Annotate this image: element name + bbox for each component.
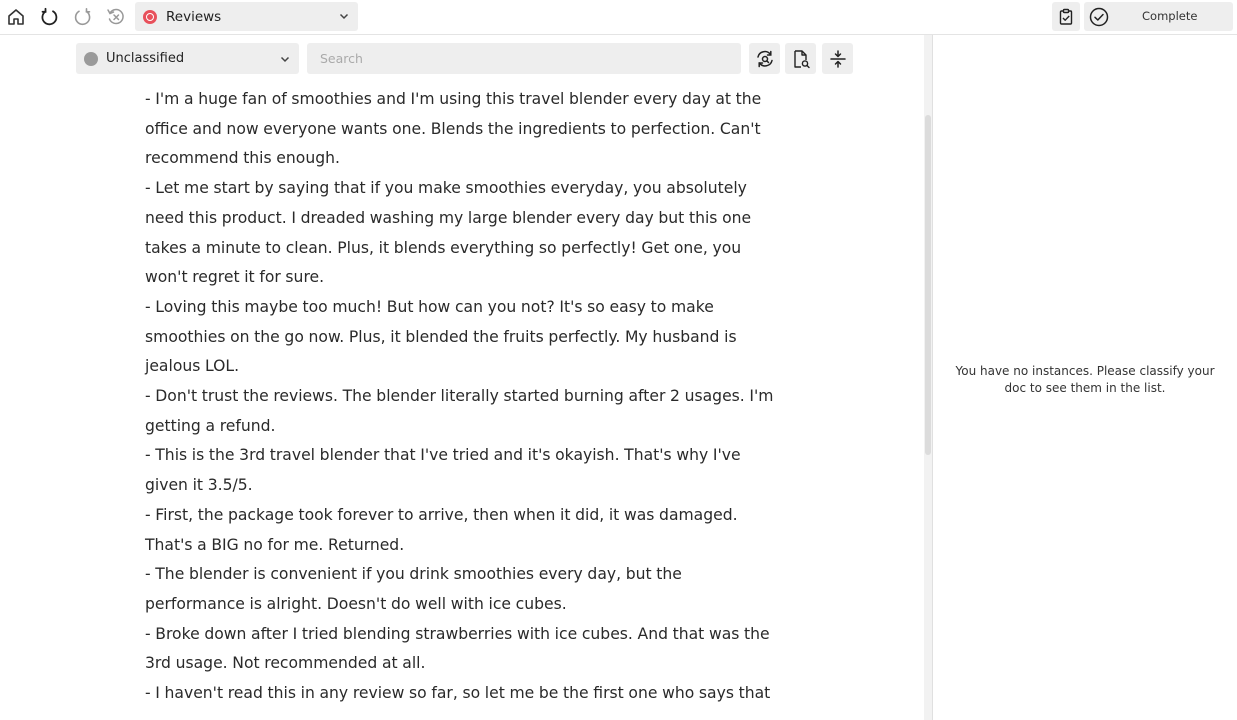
complete-button[interactable] xyxy=(1084,2,1233,31)
clipboard-button[interactable] xyxy=(1052,2,1080,31)
search-replace-button[interactable] xyxy=(749,43,780,74)
check-circle-icon xyxy=(1089,7,1109,27)
instances-panel xyxy=(933,35,1237,720)
review-line: - I haven't read this in any review so far, so let me be the first one who says that xyxy=(145,684,771,703)
collapse-vertical-icon xyxy=(828,49,848,69)
document-color-icon xyxy=(143,10,157,24)
search-input[interactable] xyxy=(307,43,741,74)
review-line: - Loving this maybe too much! But how can you not? It's so easy to make smoothies on the go now. Plus, it blended the fruits perfectly. My husband is jealous LOL. xyxy=(145,297,737,376)
undo-button[interactable] xyxy=(36,4,62,30)
class-color-icon xyxy=(84,52,98,66)
undo-icon xyxy=(39,7,59,27)
classification-select[interactable] xyxy=(76,43,299,74)
document-search-button[interactable] xyxy=(785,43,816,74)
search-replace-icon xyxy=(755,49,775,69)
review-line: - Broke down after I tried blending strawberries with ice cubes. And that was the 3rd usage. Not recommended at all. xyxy=(145,624,770,673)
reset-history-icon xyxy=(106,7,126,27)
empty-instances-message: You have no instances. Please classify your doc to see them in the list. xyxy=(955,364,1215,395)
redo-button[interactable] xyxy=(70,4,96,30)
review-line: - Don't trust the reviews. The blender literally started burning after 2 usages. I'm getting a refund. xyxy=(145,387,774,435)
complete-button-label: Complete xyxy=(1142,9,1198,23)
top-bar xyxy=(0,0,1237,35)
review-line: - I'm a huge fan of smoothies and I'm using this travel blender every day at the office and now everyone wants one. Blends the ingredients to perfection. Can't recommend this enough. xyxy=(145,90,762,168)
document-search-icon xyxy=(791,49,811,69)
clipboard-check-icon xyxy=(1057,8,1075,26)
home-button[interactable] xyxy=(3,4,29,30)
document-text-area[interactable] xyxy=(145,85,785,709)
collapse-button[interactable] xyxy=(822,43,853,74)
reset-history-button[interactable] xyxy=(103,4,129,30)
redo-icon xyxy=(73,7,93,27)
scrollbar-thumb[interactable] xyxy=(925,115,931,455)
classification-select-label: Unclassified xyxy=(106,51,185,66)
chevron-down-icon xyxy=(338,10,350,22)
review-line: - The blender is convenient if you drink smoothies every day, but the performance is alright. Doesn't do well with ice cubes. xyxy=(145,565,682,613)
chevron-down-icon xyxy=(279,53,291,65)
document-select[interactable] xyxy=(135,2,358,31)
review-line: - This is the 3rd travel blender that I've tried and it's okayish. That's why I've given it 3.5/5. xyxy=(145,446,741,495)
document-select-label: Reviews xyxy=(166,8,222,25)
home-icon xyxy=(6,7,26,27)
review-line: - First, the package took forever to arrive, then when it did, it was damaged. That's a BIG no for me. Returned. xyxy=(145,505,738,554)
review-line: - Let me start by saying that if you make smoothies everyday, you absolutely need this product. I dreaded washing my large blender every day but this one takes a minute to clean. Plus, it blends everything so perfectly! Get one, you won't regret it for sure. xyxy=(145,179,752,287)
